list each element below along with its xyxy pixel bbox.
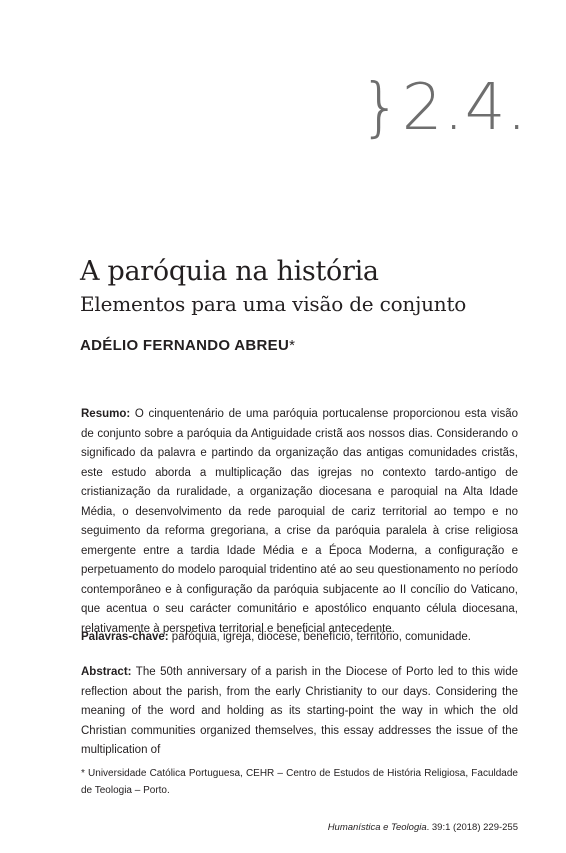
keywords-paragraph bbox=[81, 628, 518, 648]
resumo-label: Resumo: bbox=[81, 408, 131, 420]
section-number: }2.4. bbox=[360, 71, 528, 145]
footnote: * Universidade Católica Portuguesa, CEHR – Centro de Estudos de História Religiosa, Faculdade de Teologia – Porto. bbox=[81, 768, 518, 796]
running-footer bbox=[328, 822, 518, 833]
author-footnote-mark: * bbox=[289, 337, 296, 354]
abstract-label: Abstract: bbox=[81, 666, 132, 678]
journal-name: Humanística e Teologia bbox=[327, 822, 427, 833]
article-subtitle: Elementos para uma visão de conjunto bbox=[80, 292, 467, 316]
keywords-text: paróquia, igreja, diocese, benefício, território, comunidade. bbox=[171, 631, 471, 643]
resumo-text: O cinquentenário de uma paróquia portucalense proporcionou esta visão de conjunto sobre a paróquia da Antiguidade cristã aos nossos dias. Considerando o significado da palavra e partindo da organização das antigas comunidades cristãs, este estudo aborda a multiplicação das igrejas no contexto tardo-antigo de cristianização da ruralidade, a organização diocesana e paroquial na Alta Idade Média, o desenvolvimento da rede paroquial de cariz territorial ao tempo e no seguimento da reforma gregoriana, a crise da paróquia paralela à crise religiosa emergente entre a tardia Idade Média e a Época Moderna, a configuração e perpetuamento do modelo paroquial tridentino até ao seu questionamento no período contemporâneo e à configuração da paróquia subjacente ao II concílio do Vaticano, que acentua o seu carácter comunitário e apostólico enquanto célula diocesana, relativamente à perspetiva territorial e beneficial antecedente. bbox=[81, 408, 519, 635]
journal-citation: . 39:1 (2018) 229-255 bbox=[426, 822, 518, 833]
resumo-paragraph bbox=[81, 405, 518, 639]
author-name: ADÉLIO FERNANDO ABREU bbox=[80, 337, 290, 354]
keywords-label: Palavras-chave: bbox=[81, 631, 169, 643]
article-title: A paróquia na história bbox=[80, 256, 379, 287]
abstract-paragraph bbox=[81, 663, 518, 761]
author-line bbox=[80, 337, 295, 354]
abstract-text: The 50th anniversary of a parish in the Diocese of Porto led to this wide reflection about the parish, from the early Christianity to our days. Considering the meaning of the word and holding as its starting-point the way in which the old Christian communities organized themselves, this essay addresses the issue of the multiplication of bbox=[81, 666, 518, 756]
